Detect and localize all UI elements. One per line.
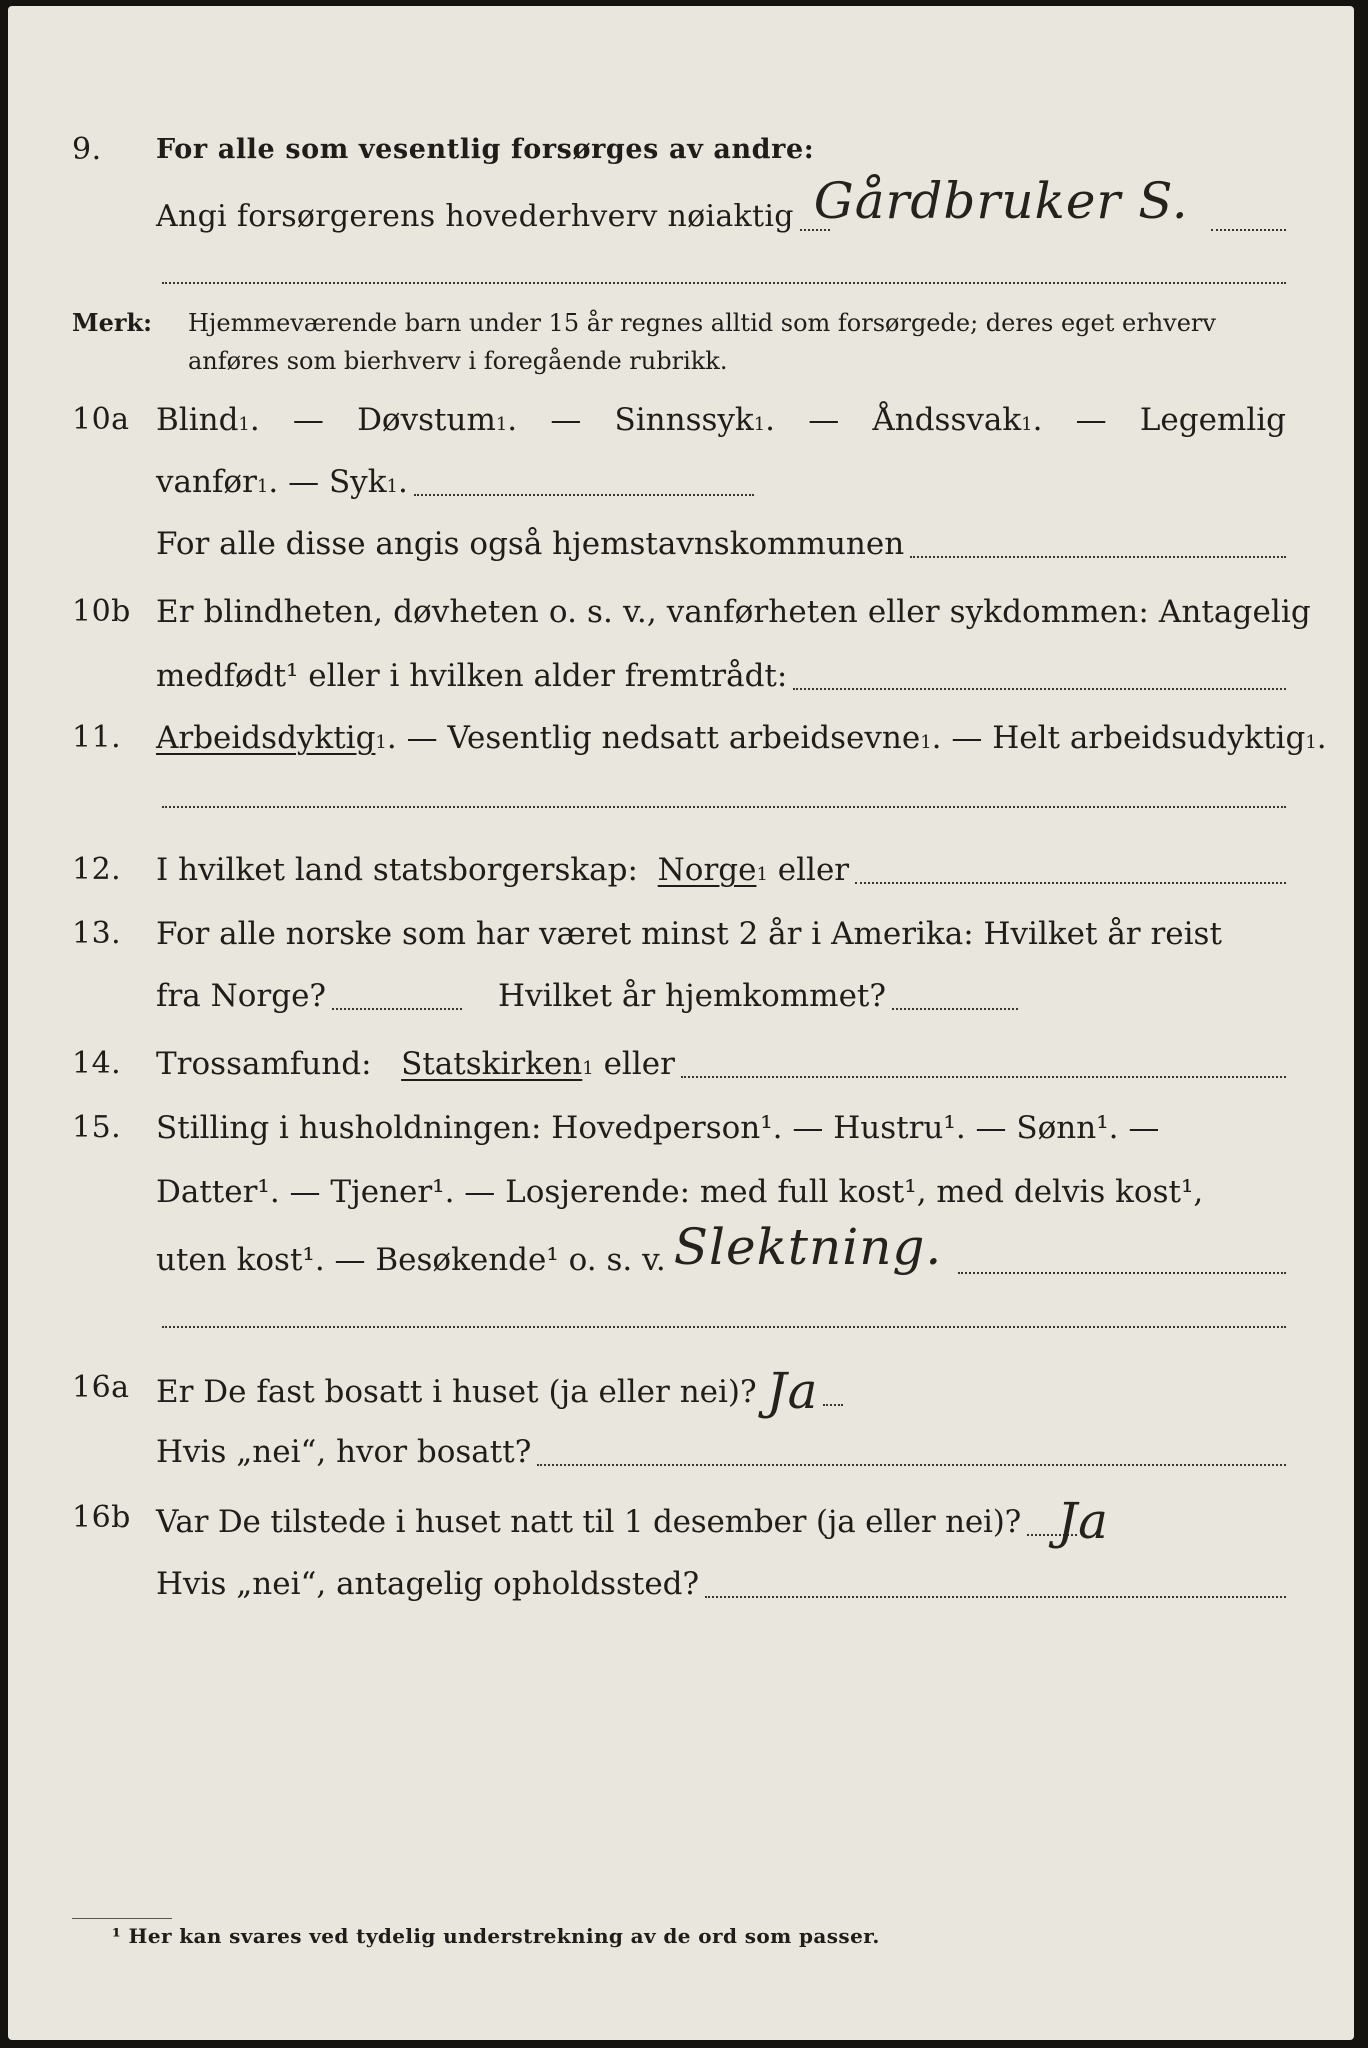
q13-number: 13. <box>72 916 122 951</box>
q15-row-3 <box>8 1218 1354 1284</box>
q16b-row-2 <box>8 1556 1354 1612</box>
q9-row-1 <box>8 122 1354 178</box>
q15-line2: Datter¹. — Tjener¹. — Losjerende: med full kost¹, med delvis kost¹, <box>156 1174 1204 1210</box>
q16a-question: Er De fast bosatt i huset (ja eller nei)? <box>156 1374 757 1410</box>
census-form-page <box>8 6 1354 2040</box>
q14-statskirken-underlined: Statskirken <box>401 1046 583 1082</box>
q11-extra-rule <box>162 806 1286 808</box>
q15-row-1 <box>8 1100 1354 1156</box>
q12-field <box>855 882 1286 884</box>
q9-answer-handwritten: Gårdbruker S. <box>813 172 1189 230</box>
q13-reist-label: fra Norge? <box>156 978 327 1014</box>
q10b-field <box>793 688 1286 690</box>
q15-field <box>958 1272 1286 1274</box>
q16a-answer-handwritten: Ja <box>766 1362 819 1420</box>
q12-number: 12. <box>72 852 122 887</box>
q9-extra-rule <box>162 282 1286 284</box>
q16a-bosatt-field <box>537 1464 1286 1466</box>
q11-udyktig: — Helt arbeidsudyktig <box>951 720 1306 756</box>
q10a-hjemstavn-label: For alle disse angis også hjemstavnskommunen <box>156 526 905 562</box>
q11-arbeidsdyktig-underlined: Arbeidsdyktig <box>156 720 376 756</box>
q10a-vanfor: vanfør <box>156 464 257 500</box>
q13-hjemkommet-label: Hvilket år hjemkommet? <box>498 978 887 1014</box>
q14-number: 14. <box>72 1046 122 1081</box>
footnote-rule <box>72 1918 172 1919</box>
q9-number: 9. <box>72 132 102 167</box>
q13-question: For alle norske som har været minst 2 år i Amerika: Hvilket år reist <box>156 916 1222 952</box>
q16b-answer-handwritten: Ja <box>1057 1492 1109 1550</box>
q16b-number: 16b <box>72 1500 131 1535</box>
q14-label: Trossamfund: <box>156 1046 372 1082</box>
q10b-row-2 <box>8 648 1354 704</box>
q14-field <box>681 1076 1286 1078</box>
q15-line3: uten kost¹. — Besøkende¹ o. s. v. <box>156 1242 666 1278</box>
q12-eller: eller <box>777 852 850 888</box>
q13-reist-field <box>332 1008 462 1010</box>
footnote: ¹ Her kan svares ved tydelig understrekning av de ord som passer. <box>112 1924 880 1948</box>
q13-hjemkommet-field <box>892 1008 1018 1010</box>
q10a-number: 10a <box>72 402 130 437</box>
q12-question: I hvilket land statsborgerskap: <box>156 852 638 888</box>
q16b-row-1 <box>8 1490 1354 1550</box>
q15-row-2 <box>8 1164 1354 1220</box>
q10a-row-2: vanfør 1 . — Syk 1 . <box>8 454 1354 510</box>
q9-question-line2: Angi forsørgerens hovederhverv nøiaktig <box>156 199 794 234</box>
q10b-question: Er blindheten, døvheten o. s. v., vanførheten eller sykdommen: Antagelig <box>156 594 1311 630</box>
q9-question: For alle som vesentlig forsørges av andre: <box>156 134 815 165</box>
q15-number: 15. <box>72 1110 122 1145</box>
q11-number: 11. <box>72 720 122 755</box>
q13-row-2 <box>8 968 1354 1024</box>
q16a-number: 16a <box>72 1370 130 1405</box>
merk-text: Hjemmeværende barn under 15 år regnes alltid som forsørgede; deres eget erhverv anføres som bierhverv i foregående rubrikk. <box>188 309 1216 375</box>
q16b-opholdssted-field <box>705 1596 1286 1598</box>
q16b-question: Var De tilstede i huset natt til 1 desember (ja eller nei)? <box>156 1504 1022 1540</box>
q15-answer-handwritten: Slektning. <box>673 1218 943 1276</box>
q10b-question-line2: medfødt¹ eller i hvilken alder fremtrådt: <box>156 658 788 694</box>
q10a-dovstum: Døvstum <box>357 402 496 438</box>
q13-row-1 <box>8 906 1354 962</box>
q10b-row-1 <box>8 584 1354 640</box>
q15-extra-rule <box>162 1326 1286 1328</box>
q10a-blind: Blind <box>156 402 239 438</box>
q10a-sinnssyk: Sinnssyk <box>614 402 754 438</box>
q10b-number: 10b <box>72 594 131 629</box>
q10a-syk: Syk <box>328 464 387 500</box>
q10a-hjemstavn-field <box>910 556 1286 558</box>
q10a-syk-field <box>414 494 754 496</box>
q10a-andssvak: Åndssvak <box>872 402 1022 438</box>
q9-row-2 <box>8 172 1354 240</box>
q16a-row-1 <box>8 1360 1354 1420</box>
q14-eller: eller <box>603 1046 675 1082</box>
q11-nedsatt: — Vesentlig nedsatt arbeidsevne <box>406 720 921 756</box>
q10a-row-1: 10a Blind 1 . — Døvstum 1 . — Sinnssyk 1 . — Åndssvak 1 . — Legemlig <box>8 392 1354 448</box>
q16a-bosatt-label: Hvis „nei“, hvor bosatt? <box>156 1434 532 1470</box>
q12-norge-underlined: Norge <box>657 852 757 888</box>
q16b-opholdssted-label: Hvis „nei“, antagelig opholdssted? <box>156 1566 700 1602</box>
q14-row: 14. Trossamfund: Statskirken 1 eller <box>8 1036 1354 1092</box>
q11-row: 11. Arbeidsdyktig 1 . — Vesentlig nedsatt arbeidsevne 1 . — Helt arbeidsudyktig 1 . <box>8 710 1354 766</box>
q15-line1: Stilling i husholdningen: Hovedperson¹. — Hustru¹. — Sønn¹. — <box>156 1110 1160 1146</box>
merk-label: Merk: <box>72 308 152 337</box>
q16a-row-2 <box>8 1424 1354 1480</box>
q10a-row-3 <box>8 516 1354 572</box>
q12-row: 12. I hvilket land statsborgerskap: Norge 1 eller <box>8 842 1354 898</box>
q10a-legemlig: Legemlig <box>1139 402 1287 438</box>
